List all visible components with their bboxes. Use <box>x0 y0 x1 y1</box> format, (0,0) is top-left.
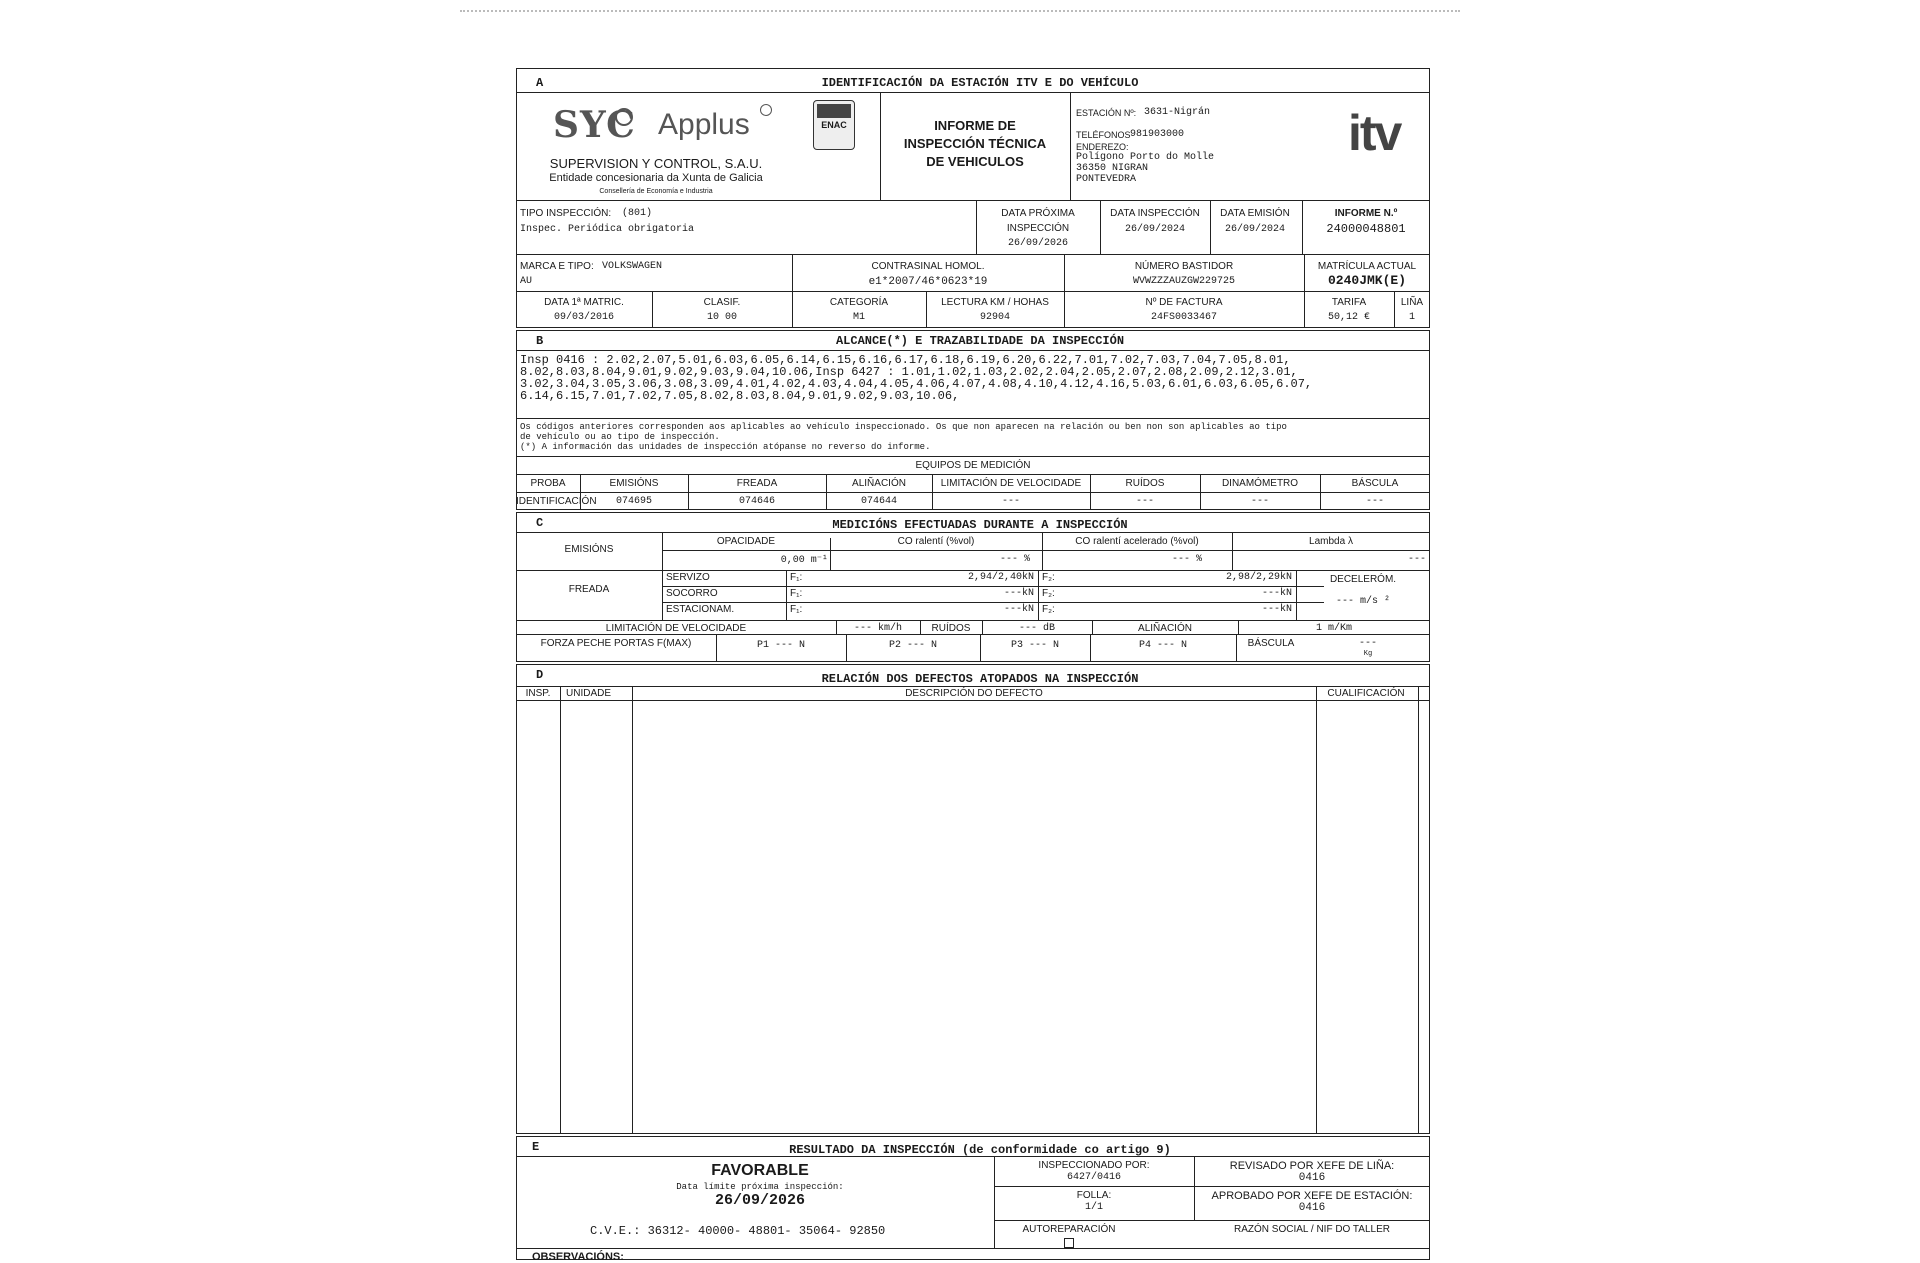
tarifa-value: 50,12 € <box>1327 312 1370 323</box>
alinacion-value: 1 m/Km <box>1315 623 1352 634</box>
p3-value: P3 --- N <box>1010 640 1059 651</box>
socorro-f2-value: ---kN <box>1261 588 1292 599</box>
address-line-3: PONTEVEDRA <box>1076 174 1137 185</box>
col-insp-header: INSP. <box>525 688 551 699</box>
servizo-label: SERVIZO <box>666 572 710 583</box>
enac-label: ENAC <box>821 120 847 130</box>
deceler-label: DECELERÓM. <box>1329 574 1397 585</box>
section-a-letter: A <box>536 76 544 90</box>
data-matric-label: DATA 1ª MATRIC. <box>544 297 624 308</box>
result-value: FAVORABLE <box>711 1162 809 1179</box>
alinacion-label: ALIÑACIÓN <box>1138 623 1192 634</box>
cve-code: C.V.E.: 36312- 40000- 48801- 35064- 92850 <box>590 1224 886 1238</box>
matricula-label: MATRÍCULA ACTUAL <box>1317 261 1417 272</box>
equipos-header-5: RUÍDOS <box>1125 478 1165 489</box>
servizo-f1-label: F₁: <box>790 572 803 583</box>
bastidor-label: NÚMERO BASTIDOR <box>1134 261 1234 272</box>
applus-logo: Applus <box>658 108 750 141</box>
equipos-value-5: --- <box>1135 496 1154 507</box>
equipos-header-1: EMISIÓNS <box>609 478 659 489</box>
equipos-value-4: --- <box>1001 496 1020 507</box>
opacidade-label: OPACIDADE <box>716 536 776 547</box>
section-c-title: MEDICIÓNS EFECTUADAS DURANTE A INSPECCIÓN <box>832 518 1128 532</box>
equipos-title: EQUIPOS DE MEDICIÓN <box>915 460 1031 471</box>
equipos-header-3: ALIÑACIÓN <box>852 478 906 489</box>
lambda-label: Lambda λ <box>1309 536 1353 547</box>
phone-value: 981903000 <box>1130 129 1185 140</box>
equipos-value-7: --- <box>1365 496 1384 507</box>
freada-label: FREADA <box>568 584 610 595</box>
col-cualificacion-header: CUALIFICACIÓN <box>1327 688 1405 699</box>
bascula-c-label: BÁSCULA <box>1247 638 1295 649</box>
servizo-f2-value: 2,98/2,29kN <box>1225 572 1292 583</box>
data-insp-label: DATA INSPECCIÓN <box>1110 208 1200 219</box>
phone-label: TELÉFONOS <box>1076 130 1131 140</box>
section-d <box>516 664 1430 1134</box>
scan-top-artifact <box>460 10 1460 16</box>
lim-vel-label: LIMITACIÓN DE VELOCIDADE <box>605 623 747 634</box>
inspeccionado-label: INSPECCIONADO POR: <box>1038 1160 1150 1171</box>
forza-label: FORZA PECHE PORTAS F(MAX) <box>540 638 692 649</box>
aprobado-value: 0416 <box>1298 1202 1326 1214</box>
informe-label: INFORME N.º <box>1334 208 1398 219</box>
categoria-label: CATEGORÍA <box>829 297 889 308</box>
section-a <box>516 68 1430 328</box>
marca-value-2: AU <box>520 276 533 287</box>
ruidos-value: --- dB <box>1018 623 1055 634</box>
equipos-value-3: 074644 <box>860 496 897 507</box>
tarifa-label: TARIFA <box>1331 297 1367 308</box>
contrasinal-value: e1*2007/46*0623*19 <box>868 276 988 288</box>
emisions-label: EMISIÓNS <box>564 544 614 555</box>
equipos-header-4: LIMITACIÓN DE VELOCIDADE <box>940 478 1082 489</box>
section-b-letter: B <box>536 334 544 348</box>
equipos-header-6: DINAMÓMETRO <box>1221 478 1299 489</box>
scope-note-3: (*) A información das unidades de inspección atópanse no reverso do informe. <box>520 442 931 452</box>
co-acelerado-value: --- % <box>1171 554 1202 565</box>
section-b-title: ALCANCE(*) E TRAZABILIDADE DA INSPECCIÓN <box>835 334 1125 348</box>
section-e-letter: E <box>532 1140 540 1154</box>
factura-label: Nº DE FACTURA <box>1145 297 1223 308</box>
scope-note-1: Os códigos anteriores corresponden aos aplicables ao vehículo inspeccionado. Os que non aparecen na relación ou ben non son aplicables ao tipo <box>520 422 1287 432</box>
section-d-letter: D <box>536 668 544 682</box>
tipo-value: Inspec. Periódica obrigatoria <box>520 224 695 235</box>
col-descripcion-header: DESCRIPCIÓN DO DEFECTO <box>905 688 1043 699</box>
autorep-label: AUTOREPARACIÓN <box>1022 1224 1116 1235</box>
revisado-label: REVISADO POR XEFE DE LIÑA: <box>1229 1160 1395 1172</box>
aprobado-label: APROBADO POR XEFE DE ESTACIÓN: <box>1211 1190 1413 1202</box>
lim-vel-value: --- km/h <box>853 623 902 634</box>
bascula-c-unit: Kg <box>1363 650 1373 658</box>
col-unidade-header: UNIDADE <box>566 688 612 699</box>
co-ralenti-label: CO ralentí (%vol) <box>897 536 975 547</box>
enac-logo-top <box>817 104 851 118</box>
lina-value: 1 <box>1408 312 1415 323</box>
bastidor-value: WVWZZZAUZGW229725 <box>1132 276 1236 287</box>
razon-label: RAZÓN SOCIAL / NIF DO TALLER <box>1234 1224 1390 1235</box>
p2-value: P2 --- N <box>888 640 937 651</box>
report-title-1: INFORME DE <box>934 118 1016 133</box>
observacions-label: OBSERVACIÓNS: <box>532 1251 624 1263</box>
report-title-2: INSPECCIÓN TÉCNICA <box>903 136 1047 151</box>
equipos-header-7: BÁSCULA <box>1351 478 1399 489</box>
servizo-f1-value: 2,94/2,40kN <box>967 572 1034 583</box>
opacidade-value: 0,00 m⁻¹ <box>780 555 828 566</box>
company-subtitle: Entidade concesionaria da Xunta de Galicia <box>549 172 763 184</box>
equipos-value-0: IDENTIFICACIÓN <box>516 496 597 507</box>
scope-codes-line-3: 3.02,3.04,3.05,3.06,3.08,3.09,4.01,4.02,4.03,4.04,4.05,4.06,4.07,4.08,4.10,4.12,4.16,5.03,6.01,6.03,6.05,6.07, <box>520 377 1313 391</box>
contrasinal-label: CONTRASINAL HOMOL. <box>871 261 985 272</box>
section-e-title: RESULTADO DA INSPECCIÓN (de conformidade co artigo 9) <box>789 1143 1171 1157</box>
equipos-value-2: 074646 <box>738 496 775 507</box>
lina-label: LIÑA <box>1400 297 1424 308</box>
proxima-label-1: DATA PRÓXIMA <box>1001 208 1075 219</box>
section-c-letter: C <box>536 516 544 530</box>
data-emision-label: DATA EMISIÓN <box>1220 208 1290 219</box>
informe-value: 24000048801 <box>1326 222 1406 236</box>
section-a-title: IDENTIFICACIÓN DA ESTACIÓN ITV E DO VEHÍCULO <box>821 76 1139 90</box>
p1-value: P1 --- N <box>756 640 805 651</box>
factura-value: 24FS0033467 <box>1150 312 1217 323</box>
folla-label: FOLLA: <box>1076 1190 1112 1201</box>
section-d-title: RELACIÓN DOS DEFECTOS ATOPADOS NA INSPECCIÓN <box>821 672 1139 686</box>
p4-value: P4 --- N <box>1138 640 1187 651</box>
data-emision-value: 26/09/2024 <box>1224 224 1285 235</box>
address-line-2: 36350 NIGRAN <box>1076 163 1149 174</box>
tipo-code: (801) <box>622 208 653 219</box>
address-label: ENDEREZO: <box>1076 142 1129 152</box>
report-title-3: DE VEHICULOS <box>926 154 1024 169</box>
revisado-value: 0416 <box>1298 1172 1326 1184</box>
itv-logo: itv <box>1348 105 1401 161</box>
equipos-header-0: PROBA <box>530 478 566 489</box>
estac-f2-value: ---kN <box>1261 604 1292 615</box>
scope-codes-line-4: 6.14,6.15,7.01,7.02,7.05,8.02,8.03,8.04,9.01,9.02,9.03,10.06, <box>520 389 960 403</box>
deceler-value: --- m/s ² <box>1335 596 1390 607</box>
clasif-label: CLASIF. <box>703 297 741 308</box>
equipos-header-2: FREADA <box>736 478 778 489</box>
equipos-value-6: --- <box>1250 496 1269 507</box>
applus-logo-ring <box>760 104 772 116</box>
inspeccionado-value: 6427/0416 <box>1066 1172 1121 1183</box>
scope-codes-line-1: Insp 0416 : 2.02,2.07,5.01,6.03,6.05,6.14,6.15,6.16,6.17,6.18,6.19,6.20,6.22,7.01,7.02,7.03,7.04,7.05,8.01, <box>520 353 1291 367</box>
scope-codes-line-2: 8.02,8.03,8.04,9.01,9.02,9.03,9.04,10.06,Insp 6427 : 1.01,1.02,1.03,2.02,2.04,2.05,2.07,2.08,2.09,2.12,3.01, <box>520 365 1298 379</box>
matricula-value: 0240JMK(E) <box>1327 273 1406 288</box>
servizo-f2-label: F₂: <box>1042 572 1055 583</box>
address-line-1: Polígono Porto do Molle <box>1076 152 1215 163</box>
clasif-value: 10 00 <box>706 312 737 323</box>
estac-f1-label: F₁: <box>790 604 803 615</box>
socorro-label: SOCORRO <box>666 588 718 599</box>
lambda-value: --- <box>1407 554 1426 565</box>
categoria-value: M1 <box>852 312 865 323</box>
lectura-label: LECTURA KM / HOHAS <box>941 297 1049 308</box>
estacionam-label: ESTACIONAM. <box>666 604 735 615</box>
socorro-f2-label: F₂: <box>1042 588 1055 599</box>
proxima-label-2: INSPECCIÓN <box>1006 223 1070 234</box>
syc-logo: SYC <box>553 104 636 146</box>
ruidos-label: RUÍDOS <box>931 623 971 634</box>
co-acelerado-label: CO ralentí acelerado (%vol) <box>1075 536 1199 547</box>
syc-logo-ring <box>615 108 633 126</box>
equipos-value-1: 074695 <box>615 496 652 507</box>
marca-label: MARCA E TIPO: <box>520 261 594 272</box>
socorro-f1-value: ---kN <box>1003 588 1034 599</box>
lectura-value: 92904 <box>979 312 1010 323</box>
tipo-label: TIPO INSPECCIÓN: <box>520 208 612 219</box>
station-label: ESTACIÓN Nº: <box>1076 108 1137 118</box>
socorro-f1-label: F₁: <box>790 588 803 599</box>
proxima-value: 26/09/2026 <box>1007 238 1068 249</box>
estac-f2-label: F₂: <box>1042 604 1055 615</box>
data-insp-value: 26/09/2024 <box>1124 224 1185 235</box>
limit-value: 26/09/2026 <box>714 1192 805 1209</box>
company-name: SUPERVISION Y CONTROL, S.A.U. <box>549 156 763 171</box>
bascula-c-value: --- <box>1358 638 1377 649</box>
autorep-checkbox[interactable] <box>1064 1238 1074 1248</box>
station-value: 3631-Nigrán <box>1144 107 1211 118</box>
folla-value: 1/1 <box>1084 1202 1103 1213</box>
company-subtitle-2: Consellería de Economía e Industria <box>599 188 713 195</box>
estac-f1-value: ---kN <box>1003 604 1034 615</box>
marca-value: VOLKSWAGEN <box>602 261 663 272</box>
data-matric-value: 09/03/2016 <box>553 312 614 323</box>
co-ralenti-value: --- % <box>999 554 1030 565</box>
limit-label: Data límite próxima inspección: <box>676 1182 844 1192</box>
scope-note-2: de vehículo ou ao tipo de inspección. <box>520 432 720 442</box>
